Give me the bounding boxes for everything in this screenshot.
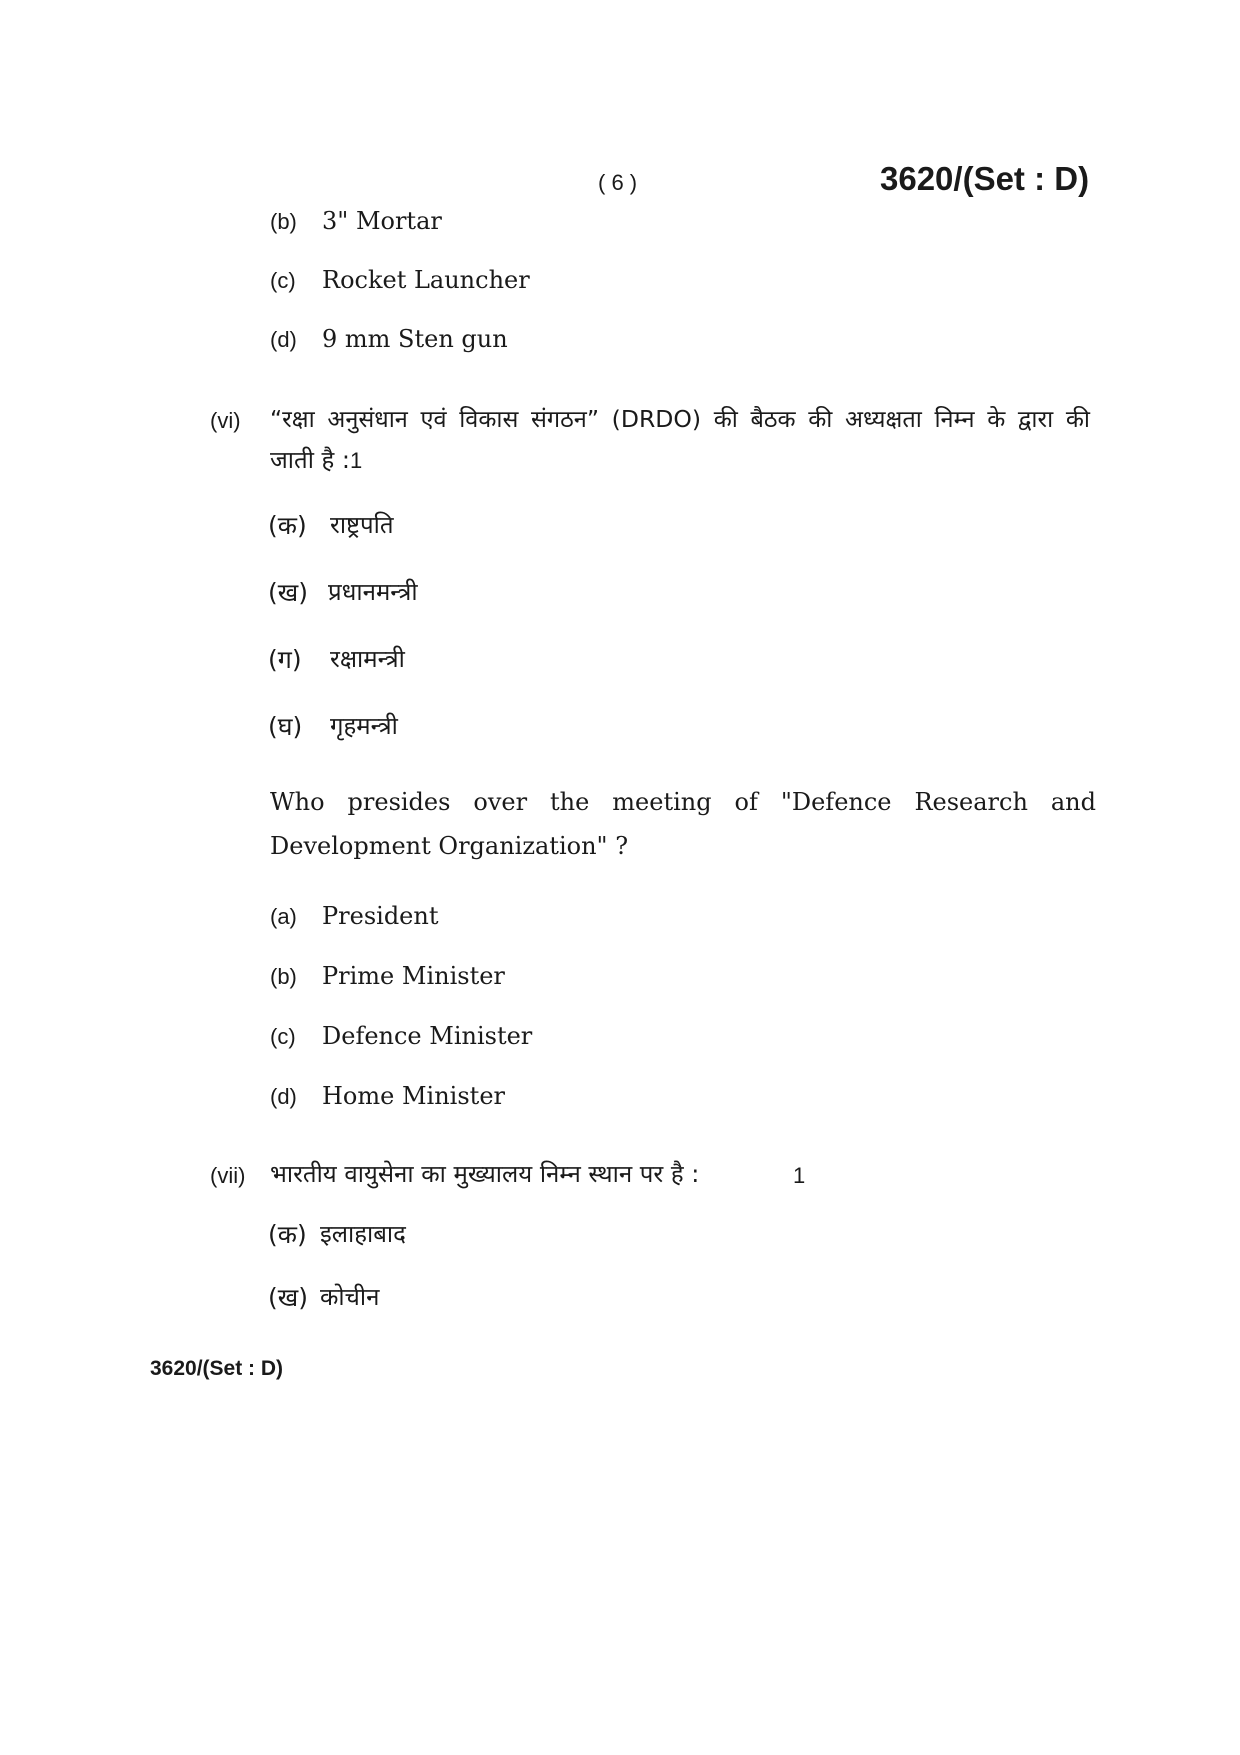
question-marks: 1 [350, 448, 363, 473]
option-letter: (b) [270, 209, 297, 234]
page-number: ( 6 ) [598, 170, 638, 195]
option-letter: (d) [270, 327, 297, 352]
option-letter: (c) [270, 268, 296, 293]
option-text: 9 mm Sten gun [322, 325, 508, 353]
option-letter: (c) [270, 1024, 296, 1049]
option-text: 3" Mortar [322, 207, 442, 235]
hindi-option-text: कोचीन [320, 1283, 380, 1311]
hindi-question-line [270, 443, 362, 476]
hindi-question-line: “रक्षा अनुसंधान एवं विकास संगठन” (DRDO) की बैठक की अध्यक्षता निम्न के द्वारा की [270, 405, 1090, 433]
option-text: Defence Minister [322, 1022, 533, 1050]
option-letter: (b) [270, 964, 297, 989]
option-text: Home Minister [322, 1082, 505, 1110]
hindi-option-letter: (क) [268, 1220, 307, 1249]
option-letter: (a) [270, 904, 297, 929]
english-question-line: Development Organization" ? [270, 832, 629, 860]
hindi-option-text: राष्ट्रपति [330, 511, 394, 539]
option-text: Prime Minister [322, 962, 505, 990]
question-number: (vi) [210, 408, 241, 433]
question-number: (vii) [210, 1163, 246, 1188]
english-question-line: Who presides over the meeting of "Defence Research and [270, 788, 1096, 816]
option-text: President [322, 902, 439, 930]
hindi-option-text: प्रधानमन्त्री [328, 578, 418, 606]
hindi-option-letter: (क) [268, 511, 307, 540]
hindi-option-text: इलाहाबाद [320, 1220, 406, 1248]
set-code-header: 3620/(Set : D) [880, 160, 1090, 197]
hindi-question-text: जाती है : [270, 446, 351, 474]
option-letter: (d) [270, 1084, 297, 1109]
hindi-option-letter: (घ) [268, 712, 303, 741]
hindi-option-text: गृहमन्त्री [330, 712, 398, 740]
hindi-option-letter: (ग) [268, 645, 302, 674]
option-text: Rocket Launcher [322, 266, 530, 294]
hindi-question-text: भारतीय वायुसेना का मुख्यालय निम्न स्थान पर है : [270, 1160, 700, 1188]
set-code-footer: 3620/(Set : D) [150, 1357, 284, 1380]
question-marks: 1 [793, 1163, 806, 1188]
hindi-option-letter: (ख) [268, 578, 308, 607]
hindi-option-text: रक्षामन्त्री [330, 645, 405, 673]
hindi-option-letter: (ख) [268, 1283, 308, 1312]
